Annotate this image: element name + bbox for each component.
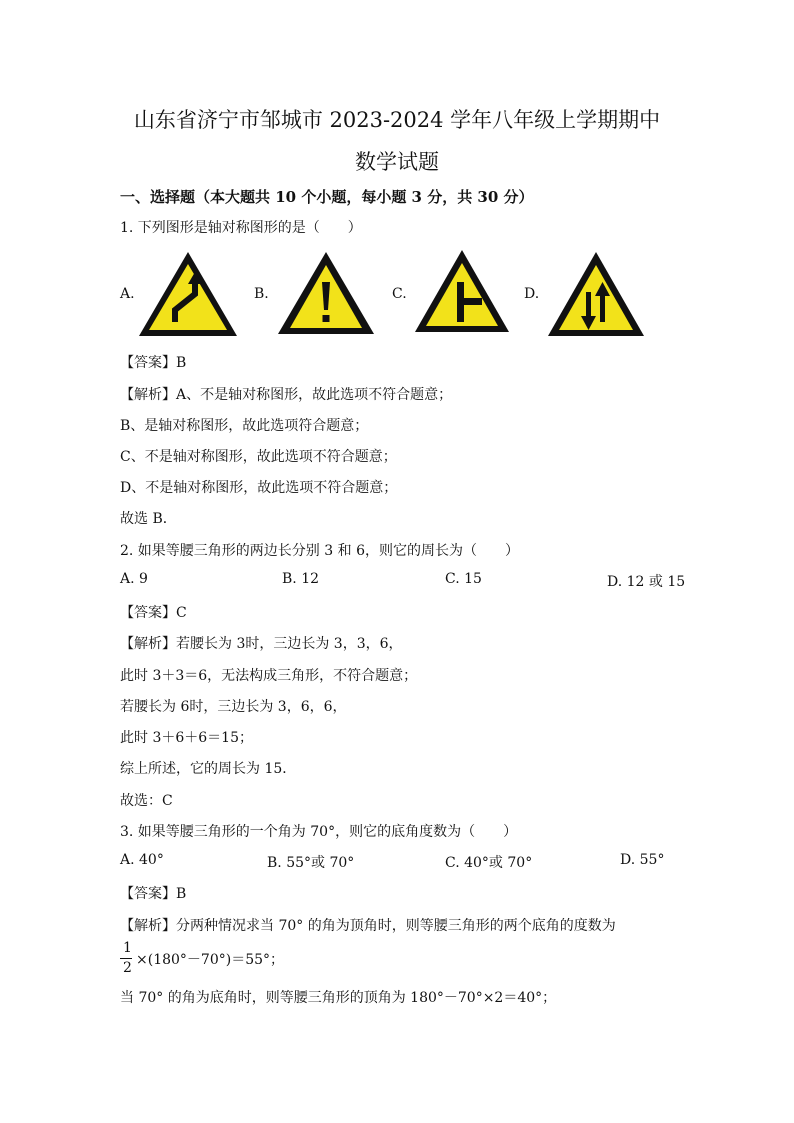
option-label-c: C. (392, 286, 407, 302)
question-1-analysis-line: C、不是轴对称图形，故此选项不符合题意； (120, 449, 397, 465)
document-subtitle: 数学试题 (355, 150, 439, 174)
question-1-answer: 【答案】B (120, 355, 187, 371)
option-label-d: D. (524, 286, 540, 302)
exclamation-warning-sign-icon (276, 250, 376, 336)
question-3-option-c: C. 40°或 70° (445, 855, 533, 871)
fraction-denominator: 2 (123, 960, 132, 976)
question-3-option-d: D. 55° (620, 852, 665, 868)
question-3-stem: 3. 如果等腰三角形的一个角为 70°，则它的底角度数为（ ） (120, 824, 518, 840)
question-2-analysis-line: 此时 3＋3＝6，无法构成三角形，不符合题意； (120, 668, 418, 684)
question-2-option-b: B. 12 (282, 571, 320, 587)
question-2-analysis-line: 故选：C (120, 793, 173, 809)
question-2-analysis-line: 综上所述，它的周长为 15． (120, 761, 297, 777)
question-1-analysis-line: D、不是轴对称图形，故此选项不符合题意； (120, 480, 398, 496)
question-1-analysis-line: B、是轴对称图形，故此选项符合题意； (120, 418, 369, 434)
question-2-option-a: A. 9 (120, 571, 148, 587)
question-3-option-b: B. 55°或 70° (267, 855, 355, 871)
option-label-b: B. (254, 286, 269, 302)
question-2-analysis-line: 【解析】若腰长为 3时，三边长为 3，3，6， (120, 636, 403, 652)
fraction-bar (120, 958, 132, 959)
question-1-analysis-line: 故选 B． (120, 511, 177, 527)
zigzag-road-sign-icon (137, 250, 239, 338)
question-2-option-d: D. 12 或 15 (607, 574, 686, 590)
question-2-analysis-line: 此时 3＋6＋6＝15； (120, 730, 253, 746)
document-title: 山东省济宁市邹城市 2023-2024 学年八年级上学期期中 (133, 108, 661, 132)
t-junction-sign-icon (413, 248, 511, 334)
fraction-expression-rest: ×(180°－70°)＝55°； (136, 952, 285, 968)
fraction-numerator: 1 (123, 940, 132, 956)
question-1-analysis-line: 【解析】A、不是轴对称图形，故此选项不符合题意； (120, 387, 453, 403)
section-heading: 一、选择题（本大题共 10 个小题，每小题 3 分，共 30 分） (120, 188, 534, 206)
question-2-answer: 【答案】C (120, 605, 187, 621)
question-3-analysis-line: 【解析】分两种情况求当 70° 的角为顶角时，则等腰三角形的两个底角的度数为 (120, 918, 616, 934)
question-3-analysis-line: 当 70° 的角为底角时，则等腰三角形的顶角为 180°－70°×2＝40°； (120, 990, 557, 1006)
question-2-analysis-line: 若腰长为 6时，三边长为 3，6，6， (120, 699, 347, 715)
question-1-stem: 1. 下列图形是轴对称图形的是（ ） (120, 220, 362, 236)
question-3-answer: 【答案】B (120, 886, 187, 902)
question-2-option-c: C. 15 (445, 571, 482, 587)
two-way-traffic-sign-icon (546, 250, 646, 338)
option-label-a: A. (120, 286, 135, 302)
question-3-option-a: A. 40° (120, 852, 164, 868)
question-2-stem: 2. 如果等腰三角形的两边长分别 3 和 6，则它的周长为（ ） (120, 543, 519, 559)
